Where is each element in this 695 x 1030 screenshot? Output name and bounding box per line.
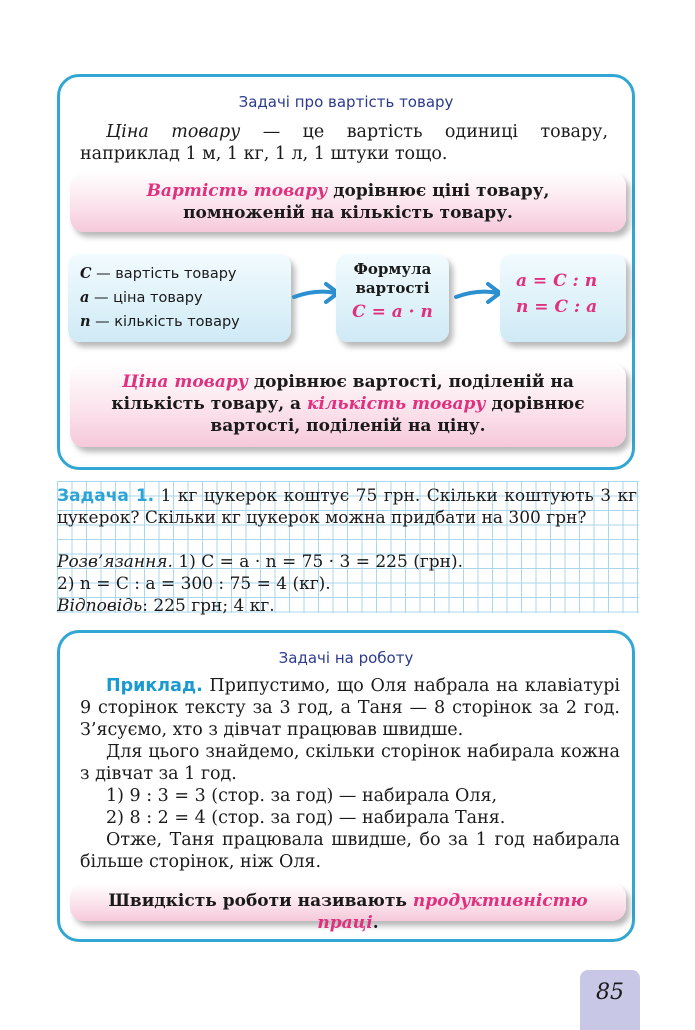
task1-answer: Відповідь: 225 грн; 4 кг. [57,596,275,616]
price-quantity-rule-card: Ціна товару дорівнює вартості, поділеній на кількість товару, а кількість товару дорівнює вартості, поділеній на ціну. [70,363,626,447]
price-term: Ціна товару [122,372,248,392]
quantity-term: кількість товару [306,394,486,414]
productivity-term: продуктивністю праці [317,891,588,933]
work-step-1: 1) 9 : 3 = 3 (стор. за год) — набирала Оля, [106,786,498,806]
task1-statement [57,485,637,529]
cost-term: Вартість товару [146,181,328,201]
formula-title: Формула вартості [353,260,432,297]
variables-legend-card [68,254,291,342]
cost-rule-card [70,172,626,232]
arrow-right-icon [292,281,342,305]
example-paragraph: Приклад. Припустимо, що Оля набрала на клавіатурі 9 сторінок тексту за 3 год, а Таня — 8 сторінок за 2 год. З’ясуємо, хто з дівчат працював швидше. [80,676,620,740]
price-definition-text: — це вартість одиниці товару, наприклад 1 м, 1 кг, 1 л, 1 штуки тощо. [80,122,609,164]
work-step-2: 2) 8 : 2 = 4 (стор. за год) — набирала Таня. [106,808,506,828]
formula: C = a · n [352,302,433,322]
derived-formula: a = C : n [516,271,598,291]
price-term: Ціна товару [106,122,241,142]
derived-formulas-card [500,254,626,342]
task1-solution-line1: Розв’язання. 1) C = a · n = 75 · 3 = 225 (грн). [57,552,463,572]
price-definition [80,121,608,165]
cost-tasks-title: Задачі про вартість товару [238,93,454,111]
productivity-rule-card: Швидкість роботи називають продуктивністю праці. [70,883,626,921]
work-tasks-box [57,630,635,942]
task1-label: Задача 1. [57,486,155,506]
example-label: Приклад. [106,676,203,696]
work-paragraph-2: Для цього знайдемо, скільки сторінок набирала кожна з дівчат за 1 год. [80,742,620,784]
arrow-right-icon [454,281,504,305]
work-tasks-title: Задачі на роботу [278,649,414,667]
derived-formula: n = C : a [516,297,598,317]
solution-label: Розв’язання. [57,552,173,572]
legend-row: a — ціна товару [80,289,203,306]
formula-card [336,254,449,342]
answer-label: Відповідь [57,596,143,616]
legend-row: C — вартість товару [80,265,237,282]
work-conclusion: Отже, Таня працювала швидше, бо за 1 год набирала більше сторінок, ніж Оля. [80,830,620,872]
cost-rule-text: дорівнює ціні товару, помноженій на кількість товару. [183,181,550,223]
legend-row: n — кількість товару [80,313,240,330]
page-number: 85 [580,970,640,1030]
cost-tasks-box [57,74,635,470]
task1-text: 1 кг цукерок коштує 75 грн. Скільки коштують 3 кг цукерок? Скільки кг цукерок можна придбати на 300 грн? [57,486,637,528]
task1-solution-line2: 2) n = C : a = 300 : 75 = 4 (кг). [57,574,331,594]
